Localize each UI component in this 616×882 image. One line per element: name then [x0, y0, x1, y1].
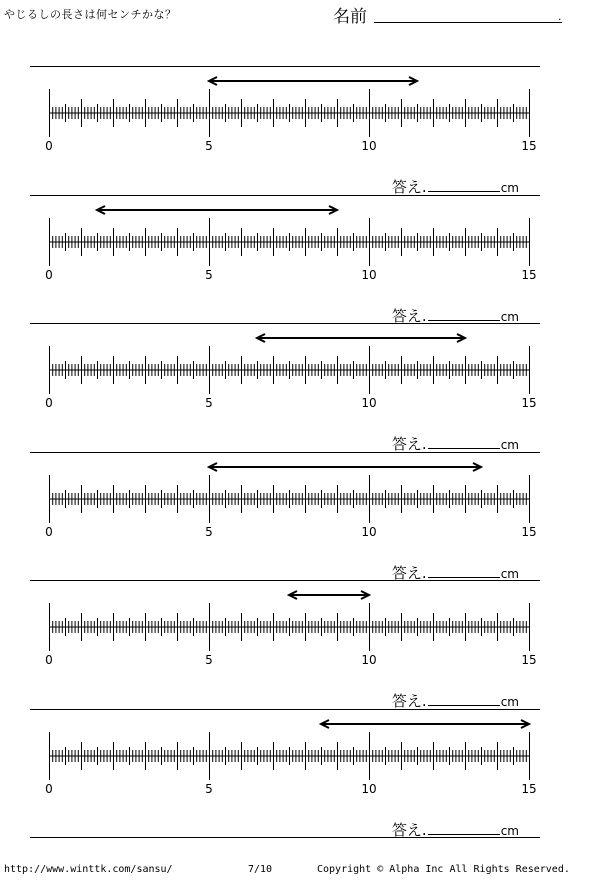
- ruler-tick-label: 0: [45, 782, 53, 796]
- answer-row: [392, 433, 519, 454]
- answer-label: 答え.: [391, 564, 427, 582]
- ruler: [0, 452, 616, 552]
- answer-row: [392, 690, 519, 711]
- ruler-tick-label: 5: [205, 396, 213, 410]
- ruler-tick-label: 5: [205, 268, 213, 282]
- name-label: 名前: [333, 7, 367, 27]
- name-field[interactable]: [374, 22, 562, 23]
- ruler-tick-label: 10: [361, 396, 377, 410]
- ruler-tick-label: 5: [205, 653, 213, 667]
- ruler-tick-label: 15: [521, 268, 537, 282]
- answer-blank[interactable]: [428, 693, 500, 706]
- ruler-tick-label: 0: [45, 139, 53, 153]
- answer-label: 答え.: [391, 821, 427, 839]
- ruler: [0, 323, 616, 423]
- footer-page-number: 7/10: [248, 864, 273, 875]
- ruler: [0, 709, 616, 809]
- ruler-tick-label: 10: [361, 525, 377, 539]
- ruler-tick-label: 10: [361, 139, 377, 153]
- answer-unit: cm: [500, 310, 519, 324]
- name-dot: .: [558, 10, 562, 23]
- answer-unit: cm: [500, 181, 519, 195]
- answer-blank[interactable]: [428, 436, 500, 449]
- ruler-tick-label: 10: [361, 268, 377, 282]
- ruler-tick-label: 15: [521, 782, 537, 796]
- ruler-tick-label: 5: [205, 525, 213, 539]
- ruler-problem: [0, 66, 616, 196]
- ruler-tick-label: 0: [45, 268, 53, 282]
- footer-copyright: Copyright © Alpha Inc All Rights Reserved.: [317, 864, 570, 875]
- answer-row: [392, 176, 519, 197]
- answer-blank[interactable]: [428, 822, 500, 835]
- footer-url: http://www.winttk.com/sansu/: [4, 864, 173, 875]
- worksheet-title: やじるしの長さは何センチかな？: [4, 8, 177, 21]
- ruler-tick-label: 5: [205, 782, 213, 796]
- answer-blank[interactable]: [428, 179, 500, 192]
- answer-label: 答え.: [391, 178, 427, 196]
- answer-unit: cm: [500, 695, 519, 709]
- ruler-tick-label: 0: [45, 525, 53, 539]
- answer-label: 答え.: [391, 435, 427, 453]
- ruler-problem: [0, 709, 616, 839]
- answer-blank[interactable]: [428, 308, 500, 321]
- ruler-tick-label: 0: [45, 653, 53, 667]
- ruler-tick-label: 0: [45, 396, 53, 410]
- ruler-problem: [0, 195, 616, 325]
- ruler: [0, 195, 616, 295]
- ruler-tick-label: 15: [521, 525, 537, 539]
- ruler-problem: [0, 580, 616, 710]
- ruler-tick-label: 15: [521, 139, 537, 153]
- answer-blank[interactable]: [428, 565, 500, 578]
- answer-label: 答え.: [391, 307, 427, 325]
- ruler: [0, 66, 616, 166]
- answer-unit: cm: [500, 567, 519, 581]
- ruler-problem: [0, 323, 616, 453]
- ruler-tick-label: 10: [361, 782, 377, 796]
- ruler-tick-label: 10: [361, 653, 377, 667]
- answer-unit: cm: [500, 824, 519, 838]
- ruler-problem: [0, 452, 616, 582]
- answer-label: 答え.: [391, 692, 427, 710]
- ruler-tick-label: 5: [205, 139, 213, 153]
- answer-unit: cm: [500, 438, 519, 452]
- bottom-divider: [30, 837, 540, 838]
- ruler: [0, 580, 616, 680]
- ruler-tick-label: 15: [521, 653, 537, 667]
- ruler-tick-label: 15: [521, 396, 537, 410]
